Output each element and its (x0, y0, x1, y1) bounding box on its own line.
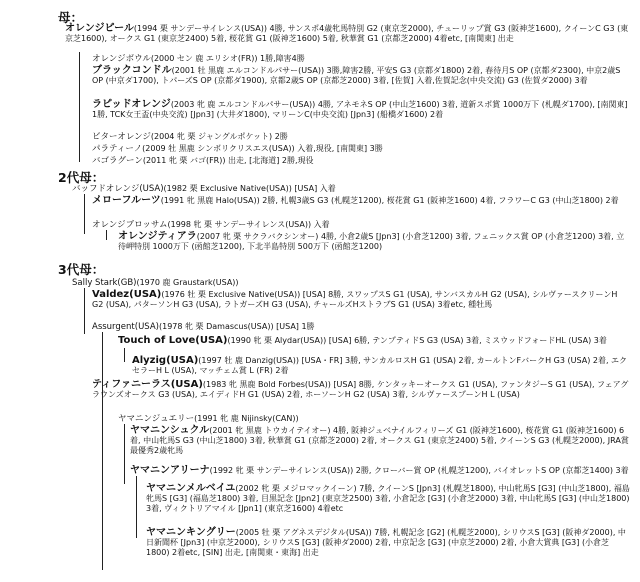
dam-foal-6 (92, 156, 630, 166)
gen2-name: バッフドオレンジ(USA) (72, 184, 164, 194)
foal-name: バゴラグーン (92, 156, 143, 166)
gen2-grandfoal (118, 232, 630, 252)
assurgent-entry (92, 322, 630, 332)
valdez-info: (1976 牡 栗 Exclusive Native(USA)) [USA] 8勝, スワップスS G1 (USA), サンバスカルH G2 (USA), シルヴァースクリーンH G2 (USA), パターソンH G3 (USA), ラトガーズH G3 (USA), チャールズHストラブS G1 (USA) 3着etc, 種牡馬 (92, 290, 618, 309)
gen3-foals-line (84, 288, 85, 334)
foal-name: オレンジボウル (92, 54, 151, 64)
foal-name: ヤマニンキングリー (146, 527, 236, 538)
tiffany-entry (92, 380, 630, 400)
yamanin-jewelry-name: ヤマニンジュエリー (118, 414, 195, 424)
foal-info: (1991 牝 黒鹿 Halo(USA)) 2勝, 札幌3歳S G3 (札幌芝1200), 桜花賞 G1 (阪神芝1600) 4着, フラワーC G3 (中山芝1800) 2着 (160, 196, 619, 205)
dam-foal-3 (92, 100, 630, 120)
dam-foal-1 (92, 54, 630, 64)
gen2-foal-1 (92, 196, 630, 206)
grandfoal-info: (2007 牝 栗 サクラバクシンオー) 4勝, 小倉2歳S [Jpn3] (小倉芝1200) 3着, フェニックス賞 OP (小倉芝1200) 3着, 立待岬特別 1000万下 (函館芝1200), 下北半島特別 500万下 (函館芝1200) (118, 232, 625, 251)
dam-name: オレンジピール (65, 23, 134, 34)
dam-foals-line (79, 52, 80, 162)
foal-info: (2001 牝 黒鹿 トウカイテイオー) 4勝, 阪神ジュベナイルフィリーズ G1 (阪神芝1600), 桜花賞 G1 (阪神芝1600) 6着, 中山牝馬S G3 (中山芝1800) 3着, 秋華賞 G1 (京都芝2000) 2着, オークス G1 (東京芝2400) 5着, クイーンS G3 (札幌芝2000), JRA賞最優秀2歳牝馬 (130, 426, 629, 455)
foal-info: (2001 牡 黒鹿 エルコンドルパサー(USA)) 3勝,障害2勝, 平安S G3 (京都ダ1800) 2着, 春待月S OP (京都ダ2300), 中京2歳S OP (中京ダ1700), トパーズS OP (京都ダ1900), 京都2歳S OP (京都芝2000) 3着, [佐賀] 入着,佐賀記念(中央交流) G3 (佐賀ダ2000) 3着 (92, 66, 621, 85)
section-gen2-heading: 2代母： (58, 170, 105, 185)
foal-info: (2004 牝 栗 ジャングルポケット) 2勝 (150, 132, 288, 141)
alyzig-info: (1997 牡 鹿 Danzig(USA)) [USA・FR] 3勝, サンカルロスH G1 (USA) 2着, カールトンFバークH G3 (USA) 2着, エクセラーH L (USA), マッチェム賞 L (FR) 2着 (132, 356, 628, 375)
section-dam-heading: 母： (58, 10, 84, 25)
alyzig-entry (132, 356, 630, 376)
dam-foal-5 (92, 144, 630, 154)
arena-entry (130, 466, 630, 476)
foal-info: (2011 牝 栗 バゴ(FR)) 出走, [北海道] 2勝,現役 (142, 156, 314, 165)
foal-info: (2005 牡 栗 アグネスデジタル(USA)) 7勝, 札幌記念 [G2] (札幌芝2000), シリウスS [G3] (阪神ダ2000), 中日新聞杯 [Jpn3] (中京芝2000), シリウスS [G3] (阪神ダ2000) 2着, 中京記念 [G3] (中京芝2000) 2着, 小倉大賞典 [G3] (小倉芝1800) 2着etc, [SIN] 出走, [南関東・東海] 出走 (146, 528, 626, 557)
touch-entry (118, 336, 630, 346)
shukuru-entry (130, 426, 630, 456)
touch-line (124, 348, 125, 362)
tiffany-info: (1983 牝 黒鹿 Bold Forbes(USA)) [USA] 8勝, ケンタッキーオークス G1 (USA), ファンタジーS G1 (USA), フェアグラウンズオークス G3 (USA), エイディドH G1 (USA) 2着, ホーソーンH G2 (USA) 3着, シルヴァースプーンH L (USA) (92, 380, 629, 399)
foal-info: (2003 牝 鹿 エルコンドルパサー(USA)) 4勝, アネモネS OP (中山芝1600) 3着, 道新スポ賞 1000万下 (札幌ダ1700), [南関東] 1勝, TCK女王盃(中央交流) [Jpn3] (大井ダ1800), マリーンC(中央交流) [Jpn3] (船橋ダ1600) 2着 (92, 100, 628, 119)
assurgent-name: Assurgent(USA) (92, 322, 159, 332)
gen3-name: Sally Stark(GB) (72, 278, 137, 288)
dam-foal-4 (92, 132, 630, 142)
yamanin-jewelry-entry (118, 414, 630, 424)
dam-foal-2 (92, 66, 630, 86)
kingly-entry (146, 528, 630, 558)
alyzig-name: Alyzig(USA) (132, 355, 199, 366)
jewelry-foals-line (124, 424, 125, 484)
valdez-entry (92, 290, 630, 310)
foal-name: メローフルーツ (92, 195, 161, 206)
dam-entry (65, 24, 630, 44)
foal-name: ヤマニンメルベイユ (146, 483, 236, 494)
gen3-info: (1970 鹿 Graustark(USA)) (136, 278, 239, 287)
foal-name: ブラックコンドル (92, 65, 172, 76)
foal-name: オレンジブロッサム (92, 220, 168, 230)
gen2-foals-line (84, 194, 85, 234)
yamanin-jewelry-info: (1991 牝 鹿 Nijinsky(CAN)) (194, 414, 299, 423)
foal-name: パラティーノ (92, 144, 143, 154)
foal-info: (1992 牝 栗 サンデーサイレンス(USA)) 2勝, クローバー賞 OP (札幌芝1200), バイオレットS OP (京都芝1400) 3着 (209, 466, 629, 475)
foal-info: (2000 セン 鹿 エリシオ(FR)) 1勝,障害4勝 (150, 54, 305, 63)
section-gen3-heading: 3代母： (58, 262, 105, 277)
assurgent-info: (1978 牝 栗 Damascus(USA)) [USA] 1勝 (158, 322, 315, 331)
melveille-entry (146, 484, 630, 514)
foal-name: ヤマニンアリーナ (130, 465, 210, 476)
touch-name: Touch of Love(USA) (118, 335, 228, 346)
gen2-foal-2 (92, 220, 630, 230)
valdez-name: Valdez(USA) (92, 289, 162, 300)
dam-info: (1994 栗 サンデーサイレンス(USA)) 4勝, サンスポ4歳牝馬特別 G2 (東京芝2000), チューリップ賞 G3 (阪神芝1600), クイーンC G3 (東京芝1600), オークス G1 (東京芝2400) 5着, 桜花賞 G1 (阪神芝1600) 5着, 秋華賞 G1 (京都芝2000) 4着etc, [南関東] 出走 (65, 24, 629, 43)
foal-info: (1998 牝 栗 サンデーサイレンス(USA)) 入着 (167, 220, 330, 229)
assurgent-line (102, 332, 103, 570)
foal-name: ビターオレンジ (92, 132, 151, 142)
foal-info: (2002 牝 栗 メジロマックイーン) 7勝, クイーンS [Jpn3] (札幌芝1800), 中山牝馬S [G3] (中山芝1800), 福島牝馬S [G3] (福島芝1800) 3着, 目黒記念 [Jpn2] (東京芝2500) 3着, 小倉記念 [G3] (小倉芝2000) 3着, 中山牝馬S [G3] (中山芝1800) 3着, ヴィクトリアマイル [Jpn1] (東京芝1600) 4着etc (146, 484, 630, 513)
gen2-info: (1982 栗 Exclusive Native(USA)) [USA] 入着 (163, 184, 336, 193)
foal-name: ヤマニンシュクル (130, 425, 210, 436)
arena-foals-line (136, 476, 137, 538)
foal-info: (2009 牡 黒鹿 シンボリクリスエス(USA)) 入着,現役, [南関東] 3勝 (142, 144, 383, 153)
gen2-entry (72, 184, 630, 194)
tiffany-name: ティファニーラス(USA) (92, 379, 203, 390)
touch-info: (1990 牝 栗 Alydar(USA)) [USA] 6勝, テンプティドS G3 (USA) 3着, ミスウッドフォードHL (USA) 3着 (227, 336, 607, 345)
foal-name: ラピッドオレンジ (92, 99, 171, 110)
gen2-grand-line (106, 230, 107, 240)
grandfoal-name: オレンジティアラ (118, 231, 197, 242)
gen3-entry (72, 278, 630, 288)
